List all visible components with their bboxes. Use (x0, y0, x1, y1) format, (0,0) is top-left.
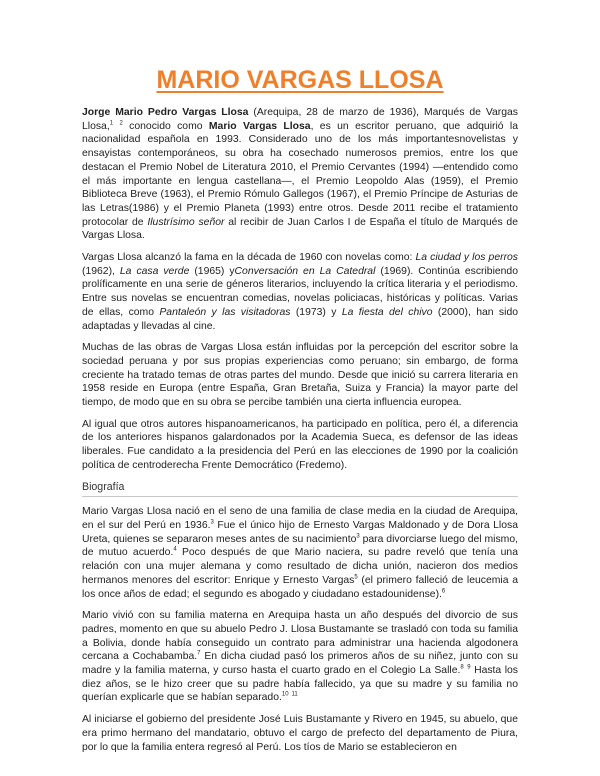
footnote-ref[interactable]: 4 (173, 546, 177, 553)
text-run: (1969). Continúa escribiendo prolíficamente en una serie de géneros literarios, incluyendo la crítica literaria y el periodismo. Entre sus novelas se encuentran comedias, novelas policiacas, históricas y políticas. Varias de ellas, como (82, 265, 518, 318)
politics-paragraph: Al igual que otros autores hispanoamericanos, ha participado en política, pero él, a diferencia de los anteriores hispanos galardonados por la Academia Sueca, es defensor de las ideas liberales. Fue candidato a la presidencia del Perú en las elecciones de 1990 por la coalición política de centroderecha Frente Democrático (Fredemo). (82, 418, 518, 471)
short-name: Mario Vargas Llosa (208, 120, 311, 132)
novel-title: La ciudad y los perros (415, 252, 519, 264)
footnote-ref[interactable]: 3 (356, 533, 360, 540)
footnote-ref[interactable]: 1 (109, 120, 114, 127)
text-run: para divorciarse luego del mismo, de mutuo acuerdo. (82, 533, 518, 559)
intro-paragraph (82, 106, 518, 243)
document-body (82, 106, 518, 762)
text-run: Mario vivió con su familia materna en Arequipa hasta un año después del divorcio de sus padres, momento en que su abuelo Pedro J. Llosa Bustamante se trasladó con toda su familia a Bolivia, donde había conseguido un contrato para administrar una hacienda algodonera cercana a Cochabamba. (82, 610, 518, 663)
novel-title: La fiesta del chivo (341, 306, 433, 318)
footnote-ref[interactable]: 11 (291, 691, 298, 698)
novel-title: Conversación en La Catedral (234, 265, 376, 277)
footnote-ref[interactable]: 10 (281, 691, 289, 698)
footnote-ref[interactable]: 3 (210, 519, 214, 526)
childhood-paragraph (82, 609, 518, 705)
return-paragraph: Al iniciarse el gobierno del presidente José Luis Bustamante y Rivero en 1945, su abuelo, que era primo hermano del mandatario, obtuvo el cargo de prefecto del departamento de Piura, por lo que la familia entera regresó al Perú. Los tíos de Mario se establecieron en (82, 714, 518, 753)
text-run: Vargas Llosa alcanzó la fama en la década de 1960 con novelas como: (82, 252, 416, 264)
birth-paragraph (82, 505, 518, 601)
text-run: (1962), (82, 265, 120, 277)
text-run: Mario Vargas Llosa nació en el seno de una familia de clase media en la ciudad de Arequipa, en el sur del Perú en 1936. (82, 506, 518, 531)
text-run: (2000), han sido adaptadas y llevadas al cine. (82, 306, 518, 332)
section-heading-biografia: Biografía (82, 481, 518, 498)
influences-paragraph: Muchas de las obras de Vargas Llosa están influidas por la percepción del escritor sobre la sociedad peruana y por sus propias experiencias como peruano; sin embargo, de forma creciente ha tratado temas de otras partes del mundo. Desde que inició su carrera literaria en 1958 reside en Europa (entre España, Gran Bretaña, Suiza y Francia) la mayor parte del tiempo, de modo que en su obra se percibe también una cierta influencia europea. (82, 342, 518, 409)
footnote-ref[interactable]: 5 (354, 574, 358, 581)
text-run: al recibir de Juan Carlos I de España el título de Marqués de Vargas Llosa. (82, 216, 518, 242)
text-run: conocido como (122, 120, 209, 132)
footnote-ref[interactable]: 8 (460, 664, 464, 671)
text-run: (Arequipa, 28 de marzo de 1936), Marqués de Vargas Llosa, (82, 107, 518, 132)
text-run: (1973) y (290, 306, 342, 318)
footnote-ref[interactable]: 9 (467, 664, 471, 671)
footnote-ref[interactable]: 7 (197, 650, 201, 657)
text-run: , es un escritor peruano, que adquirió la nacionalidad española en 1993. Considerado uno de los más importantesnovelistas y ensayistas contemporáneos, su obra ha cosechado numerosos premios, entre los que destacan el Premio Nobel de Literatura 2010, el Premio Cervantes (1994) —entendido como el más importante en lengua castellana—, el Premio Leopoldo Alas (1959), el Premio Biblioteca Breve (1963), el Premio Rómulo Gallegos (1967), el Premio Príncipe de Asturias de las Letras(1986) y el Premio Planeta (1993) entre otros. Desde 2011 recibe el tratamiento protocolar de (82, 120, 518, 228)
text-run: Poco después de que Mario naciera, su padre reveló que tenía una relación con una mujer alemana y como resultado de dicha unión, nacieron dos medios hermanos menores del escritor: Enrique y Ernesto Vargas (82, 547, 518, 586)
footnote-ref[interactable]: 2 (119, 120, 123, 127)
document-title: MARIO VARGAS LLOSA (156, 66, 444, 94)
novel-title: Pantaleón y las visitadoras (159, 306, 291, 318)
text-run: (el primero falleció de leucemia a los once años de edad; el segundo es abogado y ciudadano estadounidense). (82, 574, 518, 600)
novel-title: La casa verde (119, 265, 190, 277)
text-run: (1965) y (189, 265, 235, 277)
honorific-title: Ilustrísimo señor (147, 216, 225, 228)
fame-paragraph (82, 251, 518, 333)
full-name: Jorge Mario Pedro Vargas Llosa (82, 107, 249, 118)
text-run: Fue el único hijo de Ernesto Vargas Maldonado y de Dora Llosa Ureta, quienes se separaron meses antes de su nacimiento (82, 519, 518, 545)
footnote-ref[interactable]: 6 (441, 588, 446, 595)
text-run: En dicha ciudad pasó los primeros años de su niñez, junto con su madre y la familia materna, y curso hasta el cuarto grado en el Colegio La Salle. (82, 651, 518, 677)
text-run: Hasta los diez años, se le hizo creer que su padre había fallecido, ya que su madre y su familia no querían explicarle que se habían separado. (82, 665, 519, 704)
